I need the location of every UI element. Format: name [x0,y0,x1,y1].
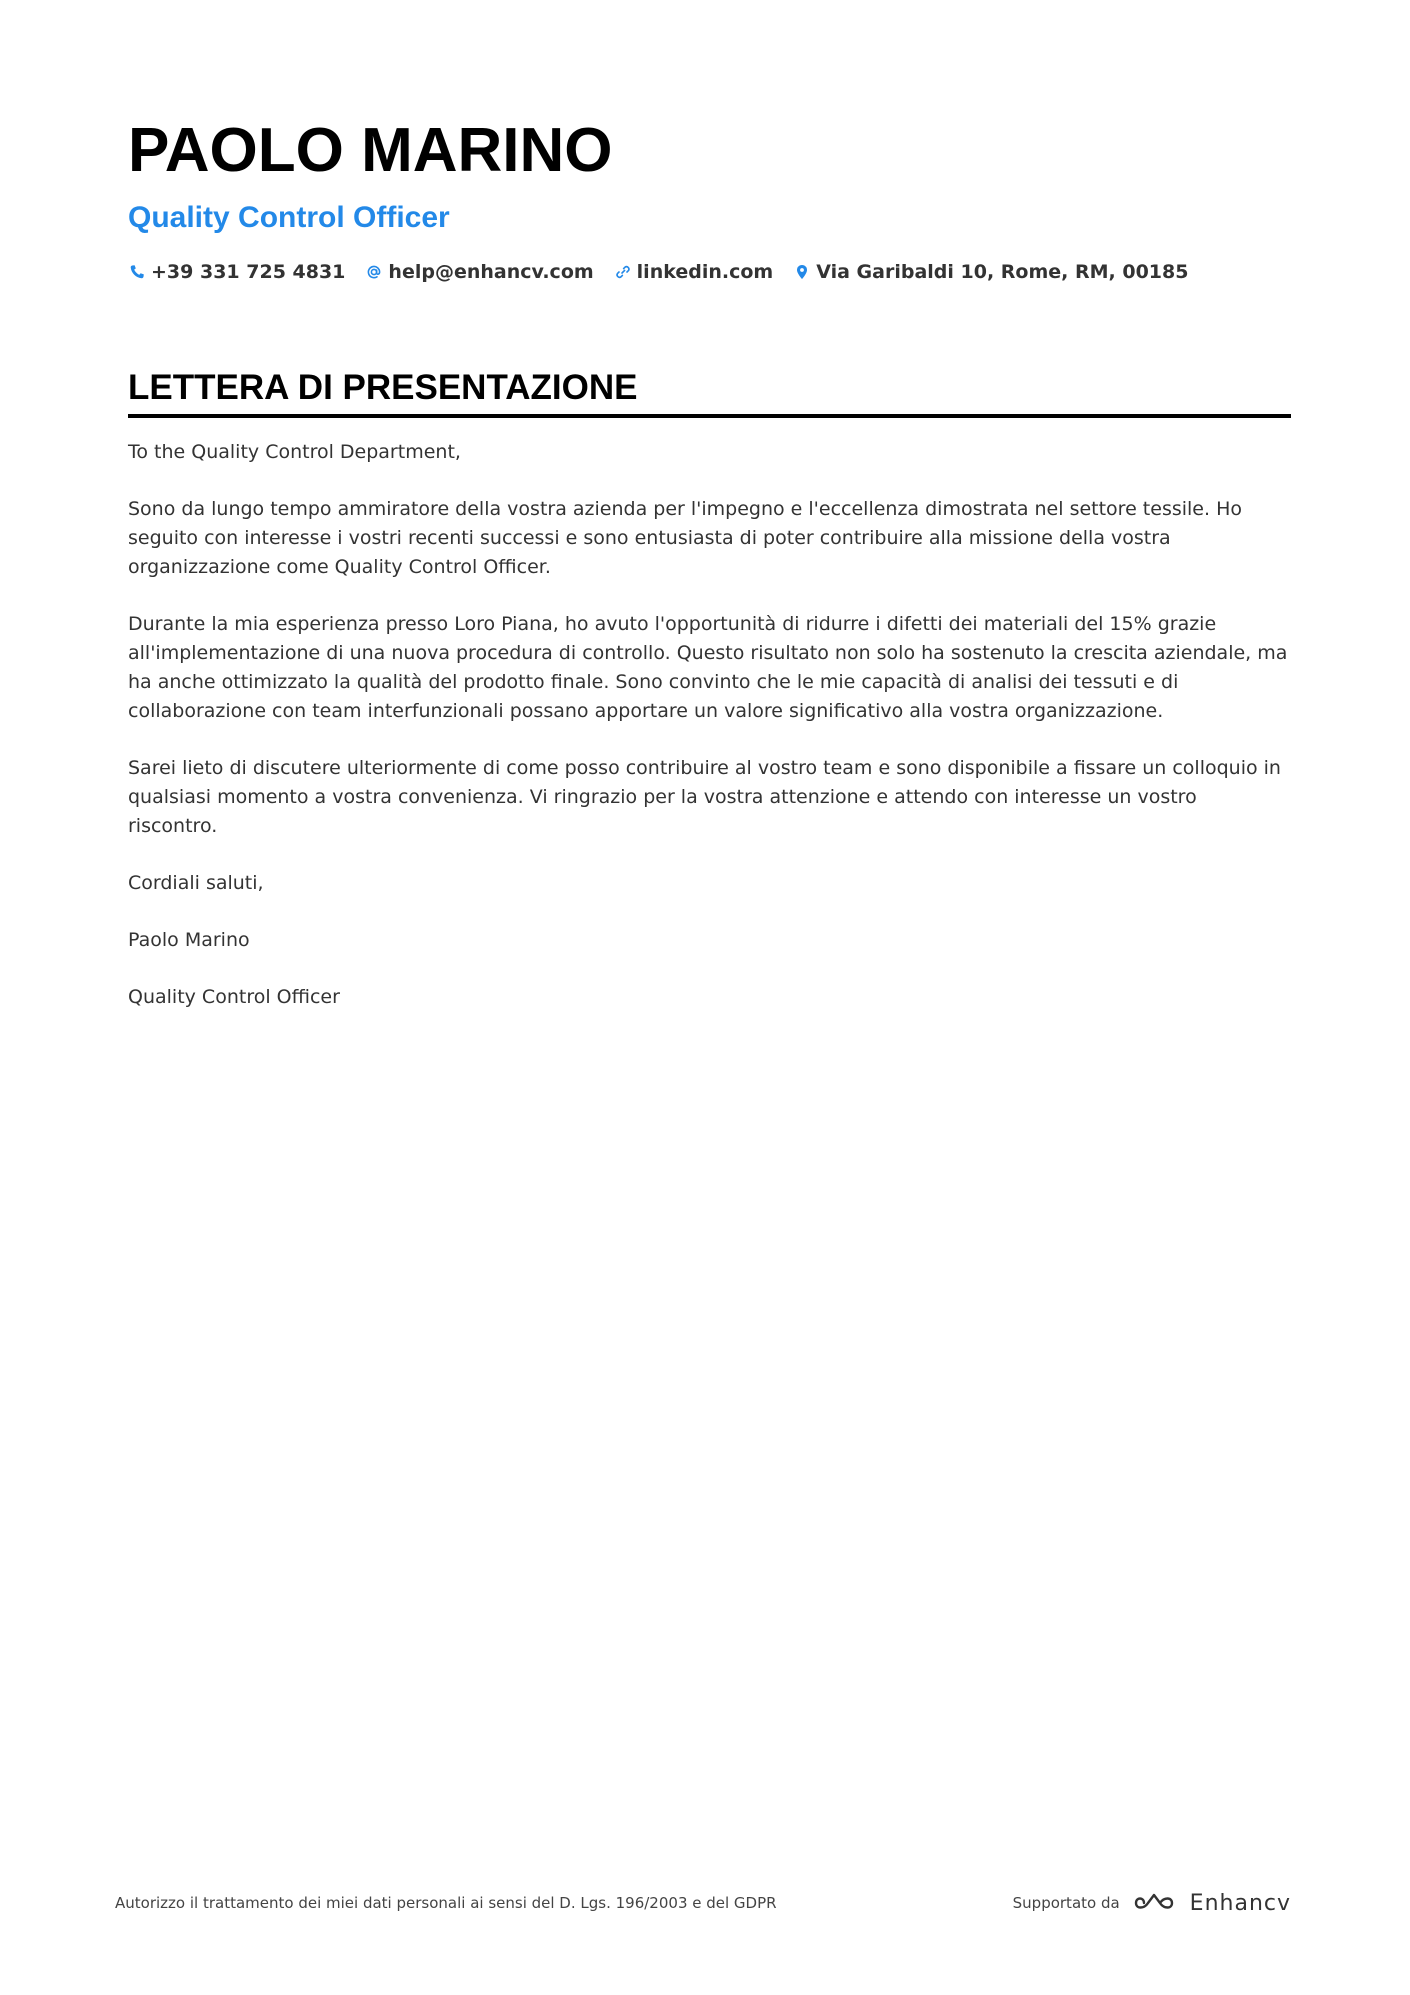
location-pin-icon [793,263,811,281]
powered-by[interactable] [1013,1890,1291,1916]
at-icon [365,263,383,281]
privacy-consent: Autorizzo il trattamento dei miei dati personali ai sensi del D. Lgs. 196/2003 e del GDPR [115,1894,777,1912]
signature-name: Paolo Marino [128,929,250,951]
letter-paragraph: Sono da lungo tempo ammiratore della vostra azienda per l'impegno e l'eccellenza dimostrata nel settore tessile. Ho seguito con interesse i vostri recenti successi e sono entusiasta di poter contribuire alla missione della vostra organizzazione come Quality Control Officer. [128,498,1242,578]
contact-phone [128,261,345,283]
contact-bar [128,258,1291,286]
contact-linkedin[interactable] [614,261,774,283]
contact-email-text[interactable]: help@enhancv.com [388,261,594,283]
contact-email[interactable] [365,261,593,283]
letter-salutation: To the Quality Control Department, [128,441,461,463]
letter-body [128,438,1291,1012]
letter-paragraph: Sarei lieto di discutere ulteriormente di come posso contribuire al vostro team e sono disponibile a fissare un colloquio in qualsiasi momento a vostra convenienza. Vi ringrazio per la vostra attenzione e attendo con interesse un vostro riscontro. [128,757,1281,837]
section-heading: LETTERA DI PRESENTAZIONE [128,366,1291,418]
powered-by-label: Supportato da [1012,1894,1120,1912]
contact-address-text: Via Garibaldi 10, Rome, RM, 00185 [816,261,1189,283]
letter-paragraph: Durante la mia esperienza presso Loro Piana, ho avuto l'opportunità di ridurre i difetti dei materiali del 15% grazie all'implementazione di una nuova procedura di controllo. Questo risultato non solo ha sostenuto la crescita aziendale, ma ha anche ottimizzato la qualità del prodotto finale. Sono convinto che le mie capacità di analisi dei tessuti e di collaborazione con team interfunzionali possano apportare un valore significativo alla vostra organizzazione. [128,613,1288,722]
candidate-name: PAOLO MARINO [128,116,613,185]
letter-closing: Cordiali saluti, [128,872,264,894]
contact-linkedin-text[interactable]: linkedin.com [636,261,774,283]
link-icon [614,263,632,281]
contact-phone-text: +39 331 725 4831 [151,261,346,283]
brand-name: Enhancv [1189,1890,1291,1916]
job-title: Quality Control Officer [128,201,450,234]
enhancv-logo-icon [1132,1890,1180,1916]
page-footer [115,1890,1291,1916]
phone-icon [128,263,146,281]
contact-address [793,261,1188,283]
signature-title: Quality Control Officer [128,986,340,1008]
cover-letter-page [128,100,1291,1040]
